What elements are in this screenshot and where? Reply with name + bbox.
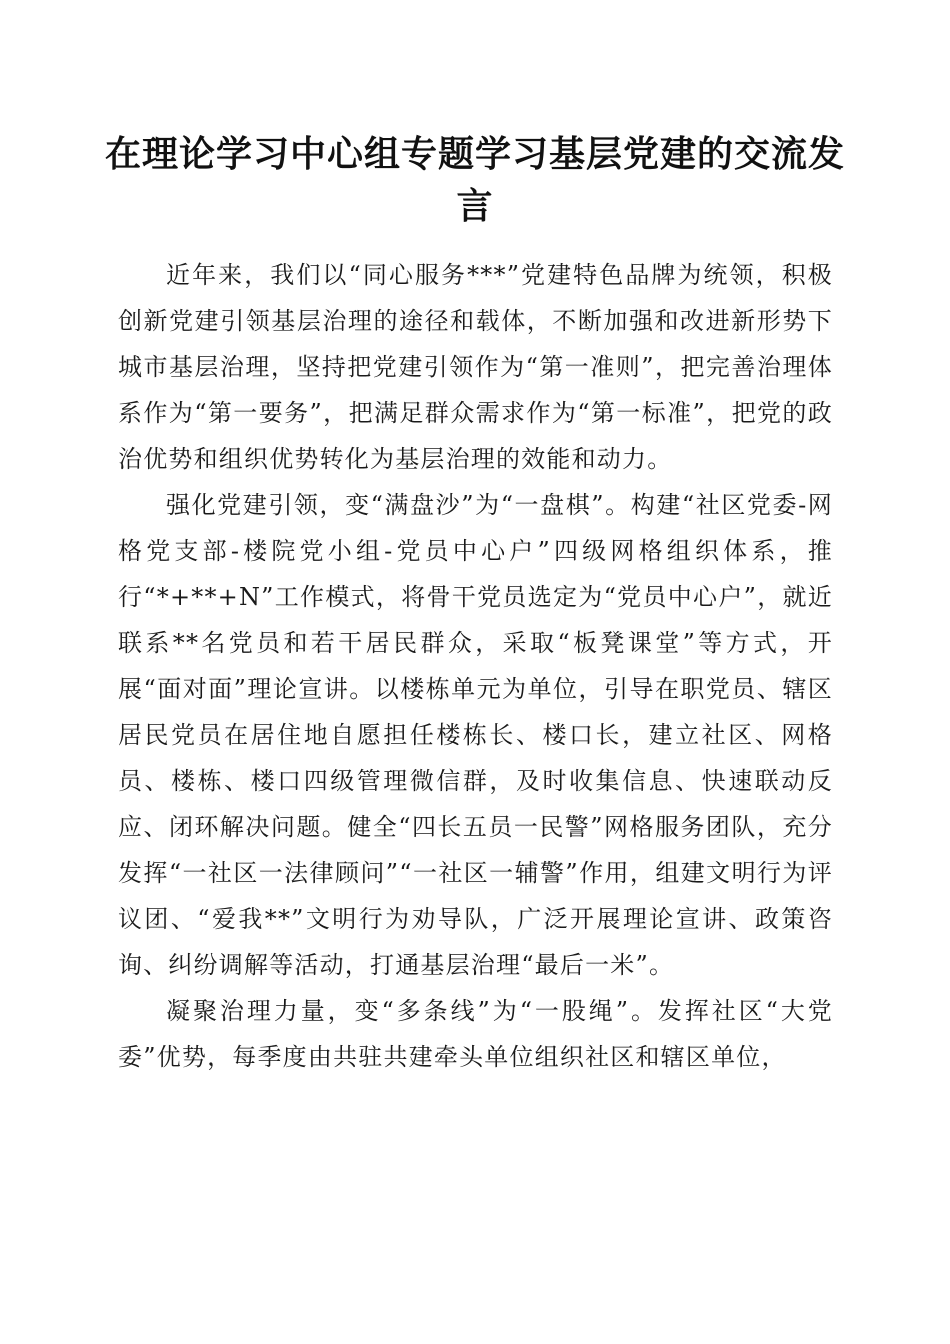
paragraph-party-leadership: 强化党建引领，变“满盘沙”为“一盘棋”。构建“社区党委-网格党支部-楼院党小组-党员中心户”四级网格组织体系，推行“*+**+N”工作模式，将骨干党员选定为“党员中心户”，就近联系**名党员和若干居民群众，采取“板凳课堂”等方式，开展“面对面”理论宣讲。以楼栋单元为单位，引导在职党员、辖区居民党员在居住地自愿担任楼栋长、楼口长，建立社区、网格员、楼栋、楼口四级管理微信群，及时收集信息、快速联动反应、闭环解决问题。健全“四长五员一民警”网格服务团队，充分发挥“一社区一法律顾问”“一社区一辅警”作用，组建文明行为评议团、“爱我**”文明行为劝导队，广泛开展理论宣讲、政策咨询、纠纷调解等活动，打通基层治理“最后一米”。 [118,491,833,979]
paragraph-intro: 近年来，我们以“同心服务***”党建特色品牌为统领，积极创新党建引领基层治理的途径和载体，不断加强和改进新形势下城市基层治理，坚持把党建引领作为“第一准则”，把完善治理体系作为“第一要务”，把满足群众需求作为“第一标准”，把党的政治优势和组织优势转化为基层治理的效能和动力。 [118,261,833,473]
paragraph-governance-forces: 凝聚治理力量，变“多条线”为“一股绳”。发挥社区“大党委”优势，每季度由共驻共建牵头单位组织社区和辖区单位， [118,997,833,1071]
document-title: 在理论学习中心组专题学习基层党建的交流发言 [104,133,845,227]
document-body [118,252,833,1080]
